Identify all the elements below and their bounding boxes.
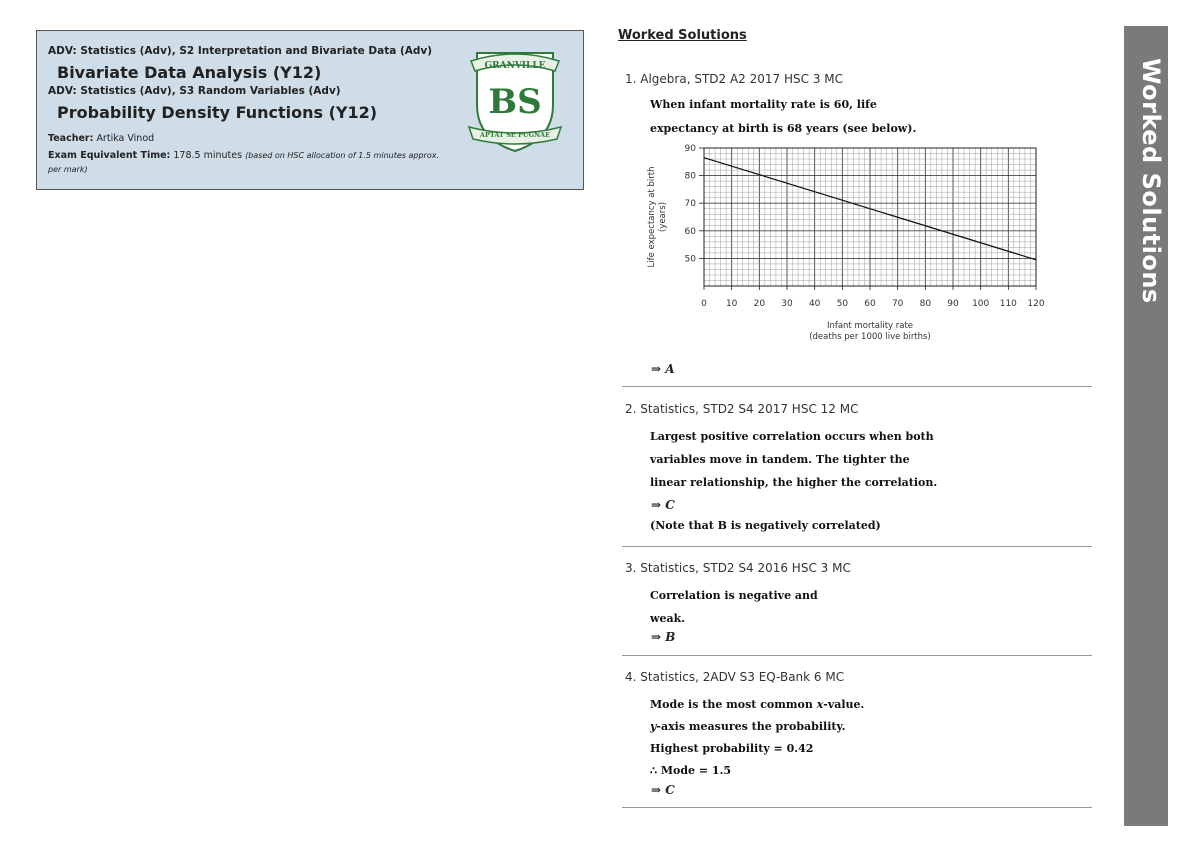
q4-line-1 xyxy=(650,698,864,711)
q1-answer xyxy=(651,362,675,376)
x-axis-label: Infant mortality rate xyxy=(826,321,914,331)
exam-time-label: Exam Equivalent Time: xyxy=(48,150,171,161)
q2-line-2: variables move in tandem. The tighter the xyxy=(650,453,910,466)
q4-line-2-b: -axis measures the probability. xyxy=(656,720,846,733)
q2-note: (Note that B is negatively correlated) xyxy=(650,519,881,532)
q4-line-3: Highest probability = 0.42 xyxy=(650,742,814,755)
q3-line-1: Correlation is negative and xyxy=(650,589,818,602)
topic-line-1: ADV: Statistics (Adv), S2 Interpretation and Bivariate Data (Adv) xyxy=(48,45,433,57)
q1-line-2: expectancy at birth is 68 years (see below). xyxy=(650,122,917,135)
x-tick-label: 50 xyxy=(836,299,849,309)
y-tick-label: 80 xyxy=(684,171,696,182)
x-tick-label: 10 xyxy=(725,299,738,309)
q2-arrow: ⇒ xyxy=(651,498,662,512)
question-4-header: 4. Statistics, 2ADV S3 EQ-Bank 6 MC xyxy=(625,670,845,684)
x-axis-label-units: (deaths per 1000 live births) xyxy=(809,332,931,342)
q4-x-variable: x xyxy=(816,698,824,711)
life-expectancy-chart xyxy=(640,140,1060,350)
topic-header-box xyxy=(36,30,584,190)
q4-arrow: ⇒ xyxy=(651,783,662,797)
x-tick-label: 20 xyxy=(753,299,766,309)
q4-line-1-a: Mode is the most common xyxy=(650,698,817,711)
question-3-header: 3. Statistics, STD2 S4 2016 HSC 3 MC xyxy=(625,561,851,575)
question-1-header: 1. Algebra, STD2 A2 2017 HSC 3 MC xyxy=(625,72,844,86)
exam-time-note-cont: per mark) xyxy=(48,165,88,174)
topic-title-2: Probability Density Functions (Y12) xyxy=(57,103,378,122)
exam-time-note: (based on HSC allocation of 1.5 minutes approx. xyxy=(245,151,439,160)
worked-solutions-heading: Worked Solutions xyxy=(618,28,747,43)
teacher-line xyxy=(48,133,154,144)
question-2-header: 2. Statistics, STD2 S4 2017 HSC 12 MC xyxy=(625,402,859,416)
q4-y-variable: y xyxy=(650,720,657,733)
q3-line-2: weak. xyxy=(650,612,686,625)
q1-answer-letter: A xyxy=(665,362,675,376)
x-tick-label: 110 xyxy=(999,299,1017,309)
teacher-name: Artika Vinod xyxy=(96,133,155,144)
exam-time-value: 178.5 minutes xyxy=(173,150,243,161)
therefore-symbol: ∴ xyxy=(650,764,657,777)
q4-answer-letter: C xyxy=(665,783,675,797)
y-tick-label: 60 xyxy=(684,226,696,237)
x-tick-label: 120 xyxy=(1027,299,1045,309)
x-tick-label: 60 xyxy=(864,299,876,309)
q3-arrow: ⇒ xyxy=(651,630,662,644)
divider xyxy=(622,546,1092,547)
q2-answer-letter: C xyxy=(665,498,675,512)
teacher-label: Teacher: xyxy=(48,133,94,144)
x-tick-label: 30 xyxy=(781,299,793,309)
exam-time-line xyxy=(48,150,439,161)
q2-line-1: Largest positive correlation occurs when both xyxy=(650,430,934,443)
q4-mode-value: Mode = 1.5 xyxy=(660,764,732,777)
svg-text:BS: BS xyxy=(488,82,542,122)
y-tick-label: 50 xyxy=(684,254,696,265)
q2-answer xyxy=(651,498,675,512)
q1-line-1: When infant mortality rate is 60, life xyxy=(650,98,877,111)
q4-line-2 xyxy=(650,720,845,733)
side-banner-label: Worked Solutions xyxy=(1137,58,1165,304)
svg-text:GRANVILLE: GRANVILLE xyxy=(484,61,546,71)
y-axis-label-units: (years) xyxy=(658,201,668,233)
divider xyxy=(622,807,1092,808)
x-tick-label: 100 xyxy=(972,299,990,309)
q4-mode-line xyxy=(650,764,731,777)
q3-answer-letter: B xyxy=(665,630,676,644)
y-axis-label: Life expectancy at birth xyxy=(647,166,657,268)
x-tick-label: 70 xyxy=(891,299,904,309)
divider xyxy=(622,386,1092,387)
topic-line-2: ADV: Statistics (Adv), S3 Random Variables (Adv) xyxy=(48,85,341,97)
x-tick-label: 90 xyxy=(947,299,959,309)
q4-answer xyxy=(651,783,675,797)
topic-title-1: Bivariate Data Analysis (Y12) xyxy=(57,63,322,82)
x-tick-label: 40 xyxy=(808,299,821,309)
x-tick-label: 80 xyxy=(919,299,932,309)
q3-answer xyxy=(651,630,675,644)
divider xyxy=(622,655,1092,656)
y-tick-label: 70 xyxy=(684,199,696,210)
school-crest-logo xyxy=(467,43,563,155)
x-tick-label: 0 xyxy=(701,299,707,309)
q1-arrow: ⇒ xyxy=(651,362,662,376)
q4-line-1-b: -value. xyxy=(823,698,865,711)
svg-text:APTAT SE PUGNAE: APTAT SE PUGNAE xyxy=(479,131,551,139)
y-tick-label: 90 xyxy=(684,144,696,154)
q2-line-3: linear relationship, the higher the correlation. xyxy=(650,476,938,489)
